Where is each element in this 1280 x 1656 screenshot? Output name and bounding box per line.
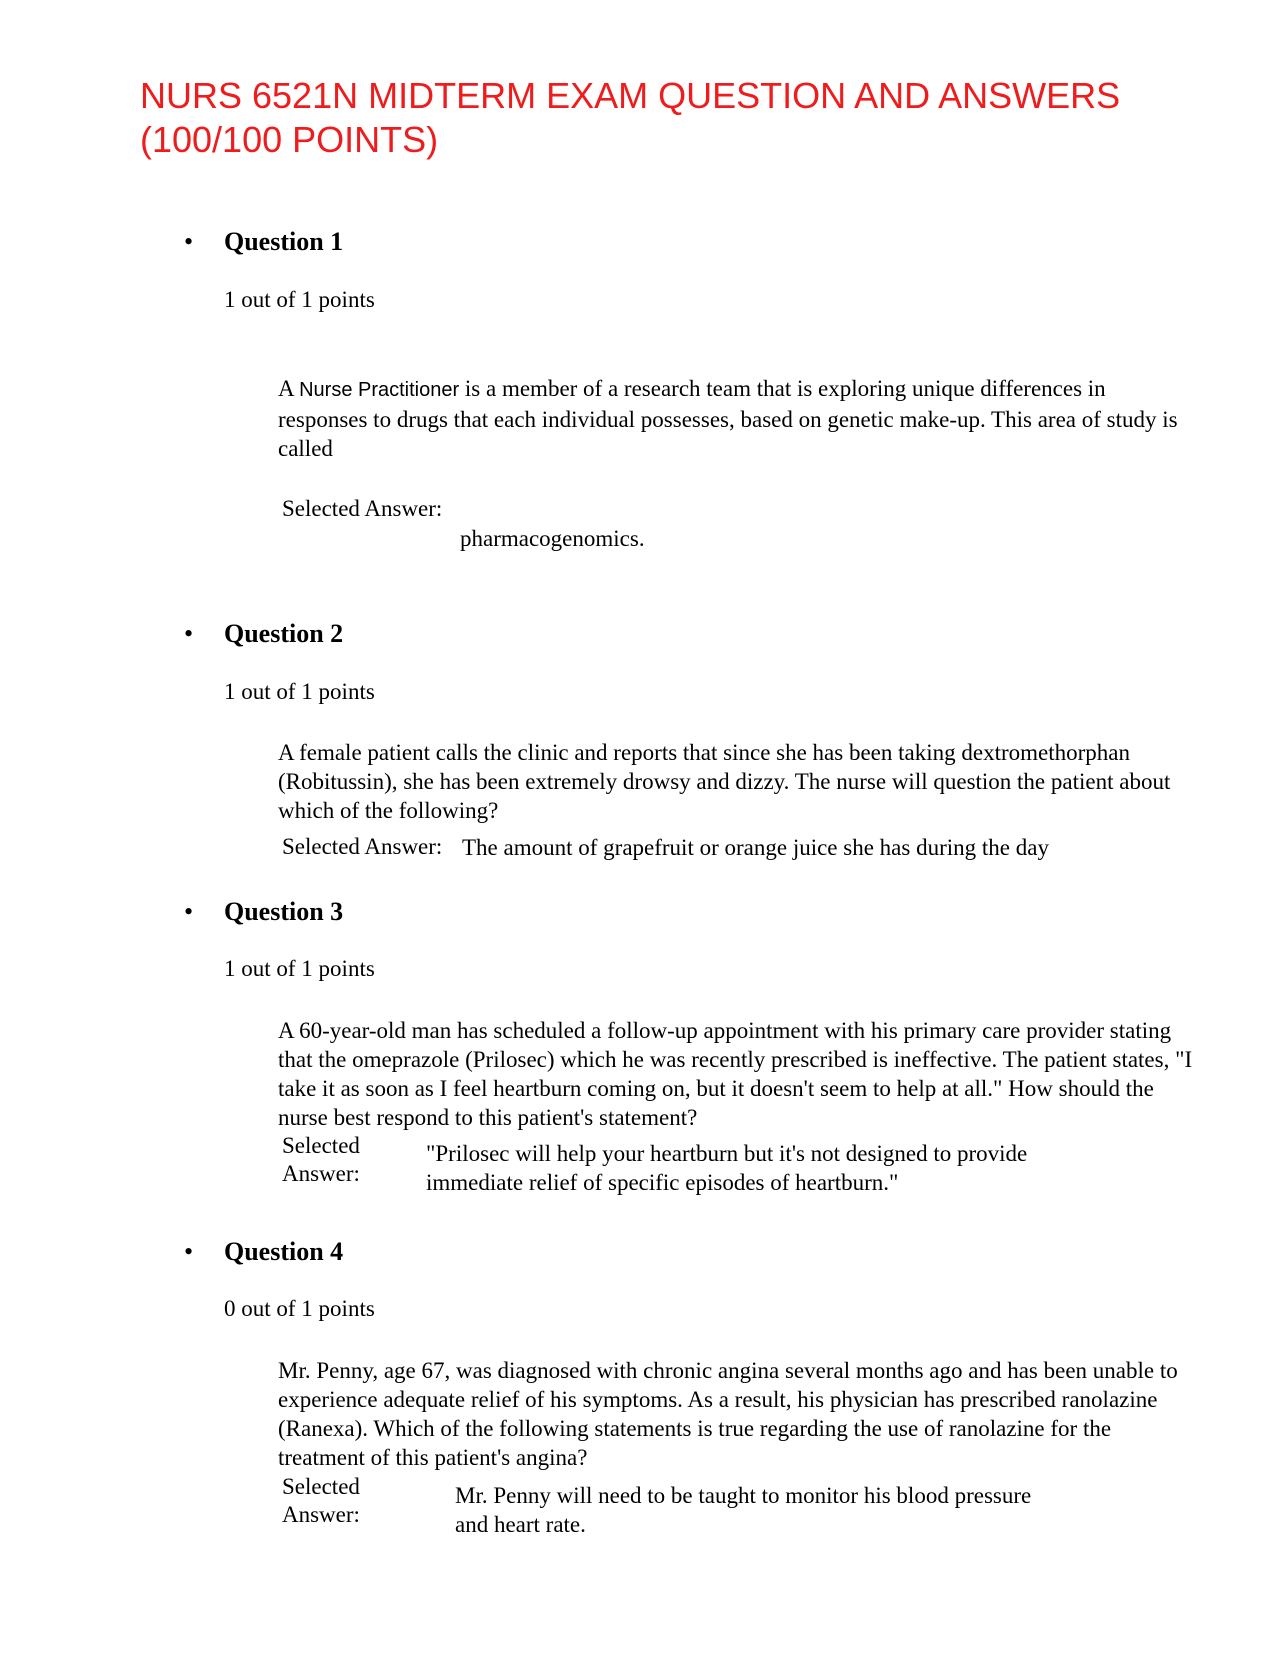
selected-answer: "Prilosec will help your heartburn but it's not designed to provide immediate relief of specific episodes of heartburn." xyxy=(426,1141,1028,1195)
bullet: • xyxy=(184,619,194,648)
question-points: 1 out of 1 points xyxy=(224,679,375,704)
bullet: • xyxy=(184,897,194,926)
selected-answer-label: Selected Answer: xyxy=(282,496,443,521)
question-text: A Nurse Practitioner is a member of a research team that is exploring unique differences in responses to drugs that each individual possesses, based on genetic make-up. This area of study is called xyxy=(278,376,1178,461)
question-text: Mr. Penny, age 67, was diagnosed with chronic angina several months ago and has been unable to experience adequate relief of his symptoms. As a result, his physician has prescribed ranolazine (Ranexa). Which of the following statements is true regarding the use of ranolazine for the treatment of this patient's angina? xyxy=(278,1358,1178,1470)
page-title: NURS 6521N MIDTERM EXAM QUESTION AND ANSWERS (100/100 POINTS) xyxy=(140,75,1121,160)
question-points: 0 out of 1 points xyxy=(224,1296,375,1321)
question-heading: Question 4 xyxy=(224,1237,344,1266)
bullet: • xyxy=(184,1237,194,1266)
question-heading: Question 1 xyxy=(224,227,344,256)
question-points: 1 out of 1 points xyxy=(224,956,375,981)
selected-answer-label: Selected Answer: xyxy=(282,1133,360,1186)
selected-answer-label: Selected Answer: xyxy=(282,1474,360,1527)
bullet: • xyxy=(184,227,194,256)
highlighted-term: Nurse Practitioner xyxy=(299,379,460,401)
question-text: A female patient calls the clinic and reports that since she has been taking dextromethorphan (Robitussin), she has been extremely drowsy and dizzy. The nurse will question the patient about which of the following? xyxy=(278,740,1171,823)
question-text: A 60-year-old man has scheduled a follow-up appointment with his primary care provider stating that the omeprazole (Prilosec) which he was recently prescribed is ineffective. The patient states, "I take it as soon as I feel heartburn coming on, but it doesn't seem to help at all." How should the nurse best respond to this patient's statement? xyxy=(278,1018,1193,1130)
selected-answer: pharmacogenomics. xyxy=(460,526,645,551)
question-heading: Question 3 xyxy=(224,897,344,926)
selected-answer: The amount of grapefruit or orange juice she has during the day xyxy=(462,835,1049,860)
question-heading: Question 2 xyxy=(224,619,344,648)
question-points: 1 out of 1 points xyxy=(224,287,375,312)
selected-answer-label: Selected Answer: xyxy=(282,834,443,859)
selected-answer: Mr. Penny will need to be taught to monitor his blood pressure and heart rate. xyxy=(455,1483,1032,1537)
